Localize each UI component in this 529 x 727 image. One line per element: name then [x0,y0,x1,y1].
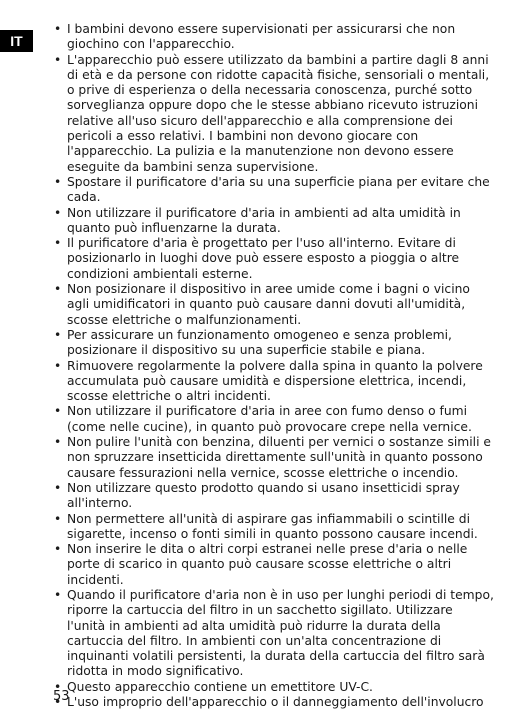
list-item: • Non utilizzare il purificatore d'aria in ambienti ad alta umidità in quanto può influenzarne la durata. [54,206,494,237]
page-number: 53 [53,689,70,704]
list-item: • Non pulire l'unità con benzina, diluenti per vernici o sostanze simili e non spruzzare insetticida direttamente sull'unità in quanto possono causare fessurazioni nella vernice, scosse elettriche o incendio. [54,435,494,481]
list-item: • Il purificatore d'aria è progettato per l'uso all'interno. Evitare di posizionarlo in luoghi dove può essere esposto a pioggia o altre condizioni ambientali esterne. [54,236,494,282]
safety-instructions-list [54,22,494,710]
list-item: • Non posizionare il dispositivo in aree umide come i bagni o vicino agli umidificatori in quanto può causare danni dovuti all'umidità, scosse elettriche o malfunzionamenti. [54,282,494,328]
list-item: • Quando il purificatore d'aria non è in uso per lunghi periodi di tempo, riporre la cartuccia del filtro in un sacchetto sigillato. Utilizzare l'unità in ambienti ad alta umidità può ridurre la durata della cartuccia del filtro. In ambienti con un'alta concentrazione di inquinanti volatili persistenti, la durata della cartuccia del filtro sarà ridotta in modo significativo. [54,588,494,680]
list-item: • Non inserire le dita o altri corpi estranei nelle prese d'aria o nelle porte di scarico in quanto può causare scosse elettriche o altri incidenti. [54,542,494,588]
list-item: • L'uso improprio dell'apparecchio o il danneggiamento dell'involucro [54,695,494,710]
list-item: • L'apparecchio può essere utilizzato da bambini a partire dagli 8 anni di età e da persone con ridotte capacità fisiche, sensoriali o mentali, o prive di esperienza o della necessaria conoscenza, purché sotto sorveglianza oppure dopo che le stesse abbiano ricevuto istruzioni relative all'uso sicuro dell'apparecchio e alla comprensione dei pericoli a esso relativi. I bambini non devono giocare con l'apparecchio. La pulizia e la manutenzione non devono essere eseguite da bambini senza supervisione. [54,53,494,175]
list-item: • Spostare il purificatore d'aria su una superficie piana per evitare che cada. [54,175,494,206]
list-item: • Rimuovere regolarmente la polvere dalla spina in quanto la polvere accumulata può causare umidità e dispersione elettrica, incendi, scosse elettriche o altri incidenti. [54,359,494,405]
list-item: • Per assicurare un funzionamento omogeneo e senza problemi, posizionare il dispositivo su una superficie stabile e piana. [54,328,494,359]
list-item: • Non utilizzare il purificatore d'aria in aree con fumo denso o fumi (come nelle cucine), in quanto può provocare crepe nella vernice. [54,404,494,435]
list-item: • Questo apparecchio contiene un emettitore UV-C. [54,680,494,695]
list-item: • Non permettere all'unità di aspirare gas infiammabili o scintille di sigarette, incenso o fonti simili in quanto possono causare incendi. [54,512,494,543]
language-tab: IT [0,30,33,52]
list-item: • Non utilizzare questo prodotto quando si usano insetticidi spray all'interno. [54,481,494,512]
list-item: • I bambini devono essere supervisionati per assicurarsi che non giochino con l'apparecchio. [54,22,494,53]
